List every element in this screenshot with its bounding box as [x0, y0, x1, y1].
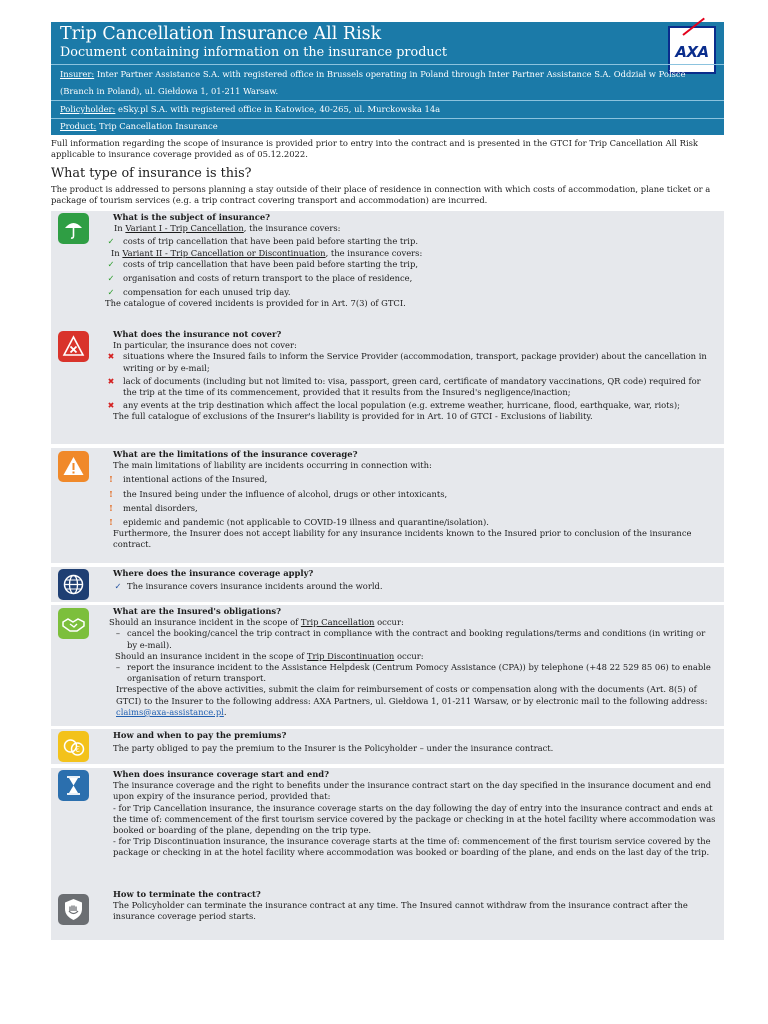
variant-2-line: In Variant II - Trip Cancellation or Discontinuation, the insurance covers: — [111, 247, 423, 258]
variant-1-line: In Variant I - Trip Cancellation, the insurance covers: — [114, 223, 341, 234]
terminate-heading: How to terminate the contract? — [113, 889, 261, 899]
list-item: ✓ costs of trip cancellation that have been paid before starting the trip. — [107, 236, 419, 247]
list-item: ✓ costs of trip cancellation that have been paid before starting the trip, — [107, 258, 419, 269]
where-heading: Where does the insurance coverage apply? — [113, 568, 314, 578]
list-item: ✖ situations where the Insured fails to inform the Service Provider (accommodation, transport, package provider) about the cancellation in writing or by e-mail; — [107, 351, 707, 373]
svg-text:€: € — [74, 745, 81, 754]
list-item: ✓ The insurance covers insurance incidents around the world. — [114, 581, 383, 592]
obligations-footer: Irrespective of the above activities, submit the claim for reimbursement of costs or compensation along with the documents (Art. 8(5) of GTCI) to the Insurer to the following address: AXA Partners, ul. Giełdowa 1, 01-211 Warsaw, or by electronic mail to the following address: claims@axa-assistance.pl. — [116, 684, 708, 717]
document-page — [51, 22, 724, 922]
section-start-end — [51, 768, 724, 901]
handshake-icon — [58, 608, 89, 639]
section-limitations — [51, 448, 724, 563]
section-where — [51, 567, 724, 602]
section-terminate — [51, 888, 724, 940]
list-item: ! mental disorders, — [109, 502, 198, 513]
list-item: – report the insurance incident to the Assistance Helpdesk (Centrum Pomocy Assistance (CPA)) by telephone (+48 22 529 85 06) to enable organisation of return transport. — [115, 662, 711, 684]
terminate-text: The Policyholder can terminate the insurance contract at any time. The Insured cannot withdraw from the insurance contract after the insurance coverage period starts. — [113, 900, 688, 922]
globe-icon — [58, 569, 89, 600]
section-obligations — [51, 605, 724, 726]
limitations-footer: Furthermore, the Insurer does not accept liability for any insurance incidents known to the Insured prior to conclusion of the insurance contract. — [113, 528, 692, 550]
warning-icon — [58, 451, 89, 482]
start-end-p2: - for Trip Cancellation insurance, the insurance coverage starts on the day following the day of entry into the insurance contract and ends at the time of: commencement of the first tourism service covered by the package or checking in at the hotel facility where accommodation was booked or boarding of the plane, depending on the trip type. — [113, 802, 716, 836]
type-heading: What type of insurance is this? — [51, 166, 252, 181]
premiums-heading: How and when to pay the premiums? — [113, 730, 287, 740]
claims-email-link[interactable]: claims@axa-assistance.pl — [116, 706, 224, 717]
section-premiums — [51, 729, 724, 764]
umbrella-icon — [58, 213, 89, 244]
list-item: ! the Insured being under the influence of alcohol, drugs or other intoxicants, — [109, 488, 448, 499]
document-title: Trip Cancellation Insurance All Risk — [60, 24, 382, 44]
limitations-heading: What are the limitations of the insurance coverage? — [113, 449, 358, 459]
list-item: ! epidemic and pandemic (not applicable to COVID-19 illness and quarantine/isolation). — [109, 517, 489, 528]
start-end-p1: The insurance coverage and the right to benefits under the insurance contract start on the day specified in the insurance document and end upon expiry of the insurance period, provided that: — [113, 780, 712, 802]
axa-logo: AXA — [668, 26, 716, 74]
not-covered-lead: In particular, the insurance does not cover: — [113, 340, 297, 351]
policyholder-line: Policyholder: eSky.pl S.A. with registered office in Katowice, 40-265, ul. Murckowska 14a — [60, 104, 441, 114]
obligations-p2: Should an insurance incident in the scope of Trip Discontinuation occur: — [115, 650, 424, 661]
product-line: Product: Trip Cancellation Insurance — [60, 121, 218, 131]
list-item: ! intentional actions of the Insured, — [109, 474, 268, 485]
start-end-heading: When does insurance coverage start and end? — [113, 769, 330, 779]
premiums-text: The party obliged to pay the premium to the Insurer is the Policyholder – under the insurance contract. — [113, 743, 554, 754]
obligations-p1: Should an insurance incident in the scope of Trip Cancellation occur: — [109, 617, 404, 628]
start-end-p3: - for Trip Discontinuation insurance, the insurance coverage starts at the time of: commencement of the first tourism service covered by the package or checking in at the hotel facility where accommodation was booked or boarding of the plane, and ends on the last day of the trip. — [113, 836, 711, 858]
list-item: ✓ compensation for each unused trip day. — [107, 287, 291, 298]
list-item: ✓ organisation and costs of return transport to the place of residence, — [107, 273, 413, 284]
header-panel — [51, 22, 724, 135]
type-text: The product is addressed to persons planning a stay outside of their place of residence in connection with which costs of accommodation, plane ticket or a package of tourism services (e.g. a trip contract covering transport and accommodation) are incurred. — [51, 184, 711, 205]
not-covered-heading: What does the insurance not cover? — [113, 329, 282, 339]
list-item: ✖ any events at the trip destination which affect the local population (e.g. extreme weather, hurricane, flood, earthquake, war, riots); — [107, 400, 680, 411]
not-covered-footer: The full catalogue of exclusions of the Insurer's liability is provided for in Art. 10 of GTCI - Exclusions of liability. — [113, 411, 593, 422]
coins-icon — [58, 731, 89, 762]
covered-heading: What is the subject of insurance? — [113, 212, 271, 222]
section-covered — [51, 211, 724, 347]
insurer-line-2: (Branch in Poland), ul. Giełdowa 1, 01-211 Warsaw. — [60, 86, 279, 96]
obligations-heading: What are the Insured's obligations? — [113, 606, 282, 616]
hourglass-icon — [58, 770, 89, 801]
list-item: ✖ lack of documents (including but not limited to: visa, passport, green card, certificate of mandatory vaccinations, QR code) required for the trip at the time of its commencement, provided that it results from the Insured's negligence/inaction; — [107, 375, 701, 398]
insurer-line: Insurer: Inter Partner Assistance S.A. with registered office in Brussels operating in Poland through Inter Partner Assistance S.A. Oddział w Polsce — [60, 69, 686, 79]
list-item: – cancel the booking/cancel the trip contract in compliance with the contract and booking regulations/terms and conditions (in writing or by e-mail). — [115, 628, 706, 650]
shield-icon — [58, 894, 89, 925]
document-subtitle: Document containing information on the insurance product — [60, 45, 447, 60]
section-not-covered — [51, 328, 724, 444]
covered-footer: The catalogue of covered incidents is provided for in Art. 7(3) of GTCI. — [105, 298, 406, 309]
cross-icon — [58, 331, 89, 362]
intro-text: Full information regarding the scope of insurance is provided prior to entry into the contract and is presented in the GTCI for Trip Cancellation All Risk applicable to insurance coverage provided as of 05.12.2022. — [51, 138, 698, 159]
limitations-lead: The main limitations of liability are incidents occurring in connection with: — [113, 460, 432, 471]
